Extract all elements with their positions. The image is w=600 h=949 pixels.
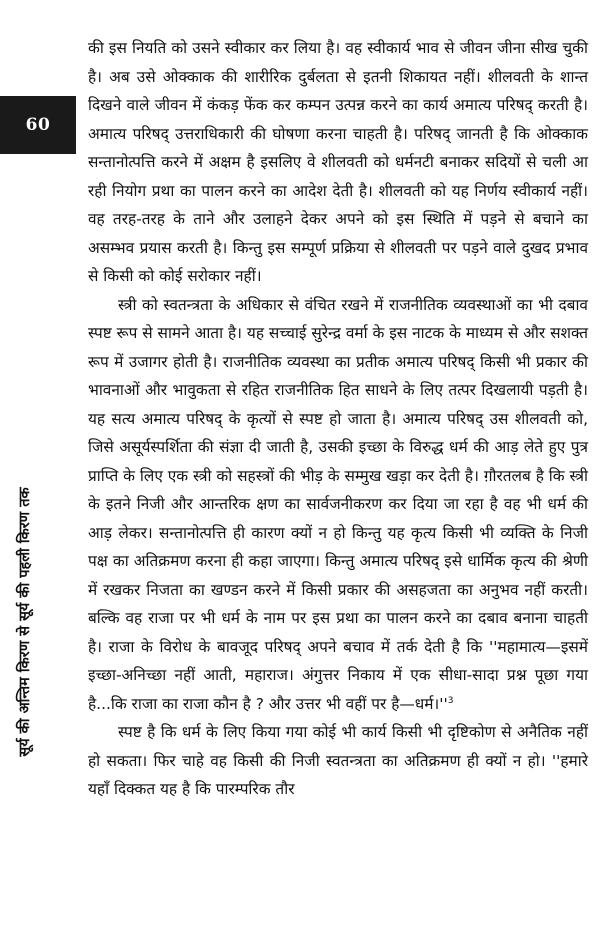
page-number: 60 <box>25 115 51 135</box>
paragraph <box>88 291 588 719</box>
paragraph: स्पष्ट है कि धर्म के लिए किया गया कोई भी कार्य किसी भी दृष्टिकोण से अनैतिक नहीं हो सकता। फिर चाहे वह किसी की निजी स्वतन्त्रता का अतिक्रमण ही क्यों न हो। ''हमारे यहाँ दिक्कत यह है कि पारम्परिक तौर <box>88 723 588 798</box>
paragraph: की इस नियति को उसने स्वीकार कर लिया है। वह स्वीकार्य भाव से जीवन जीना सीख चुकी है। अब उसे ओक्काक की शारीरिक दुर्बलता से इतनी शिकायत नहीं। शीलवती के शान्त दिखने वाले जीवन में कंकड़ फेंक कर कम्पन उत्पन्न करने का कार्य अमात्य परिषद् करती है। अमात्य परिषद् उत्तराधिकारी की घोषणा करना चाहती है। परिषद् जानती है कि ओक्काक सन्तानोत्पत्ति करने में अक्षम है इसलिए वे शीलवती को धर्मनटी बनाकर सदियों से चली आ रही नियोग प्रथा का पालन करने का आदेश देती है। शीलवती को यह निर्णय स्वीकार्य नहीं। वह तरह-तरह के ताने और उलाहने देकर अपने को इस स्थिति में पड़ने से बचाने का असम्भव प्रयास करती है। किन्तु इस सम्पूर्ण प्रक्रिया से शीलवती पर पड़ने वाले दुखद प्रभाव से किसी को कोई सरोकार नहीं। <box>88 39 588 285</box>
paragraph-text: स्त्री को स्वतन्त्रता के अधिकार से वंचित रखने में राजनीतिक व्यवस्थाओं का भी दबाव स्पष्ट रूप से सामने आता है। यह सच्चाई सुरेन्द्र वर्मा के इस नाटक के माध्यम से और सशक्त रूप में उजागर होती है। राजनीतिक व्यवस्था का प्रतीक अमात्य परिषद् किसी भी प्रकार की भावनाओं और भावुकता से रहित राजनीतिक हित साधने के लिए तत्पर दिखलायी पड़ती है। यह सत्य अमात्य परिषद् के कृत्यों से स्पष्ट हो जाता है। अमात्य परिषद् उस शीलवती को, जिसे असूर्यस्पर्शिता की संज्ञा दी जाती है, उसकी इच्छा के विरुद्ध धर्म की आड़ लेते हुए पुत्र प्राप्ति के लिए एक स्त्री को सहस्त्रों की भीड़ के सम्मुख खड़ा कर देती है। ग़ौरतलब है कि स्त्री के इतने निजी और आन्तरिक क्षण का सार्वजनीकरण कर दिया जा रहा है वह भी धर्म की आड़ लेकर। सन्तानोत्पत्ति ही कारण क्यों न हो किन्तु यह कृत्य किसी भी व्यक्ति के निजी पक्ष का अतिक्रमण करना ही कहा जाएगा। किन्तु अमात्य परिषद् इसे धार्मिक कृत्य की श्रेणी में रखकर निजता का खण्डन करने में किसी प्रकार की असहजता का अनुभव नहीं करती। बल्कि वह राजा पर भी धर्म के नाम पर इस प्रथा का पालन करने का दबाव बनाना चाहती है। राजा के विरोध के बावजूद परिषद् अपने बचाव में तर्क देती है कि ''महामात्य—इसमें इच्छा-अनिच्छा नहीं आती, महाराज। अंगुत्तर निकाय में एक सीधा-सादा प्रश्न पूछा गया है...कि राजा का राजा कौन है ? और उत्तर भी वहीं पर है—धर्म।'' <box>88 295 588 713</box>
running-title: सूर्य की अन्तिम किरण से सूर्य की पहली किरण तक <box>17 487 33 757</box>
page-number-tab <box>0 96 76 154</box>
body-text <box>88 34 588 804</box>
footnote-marker: 3 <box>447 695 454 706</box>
